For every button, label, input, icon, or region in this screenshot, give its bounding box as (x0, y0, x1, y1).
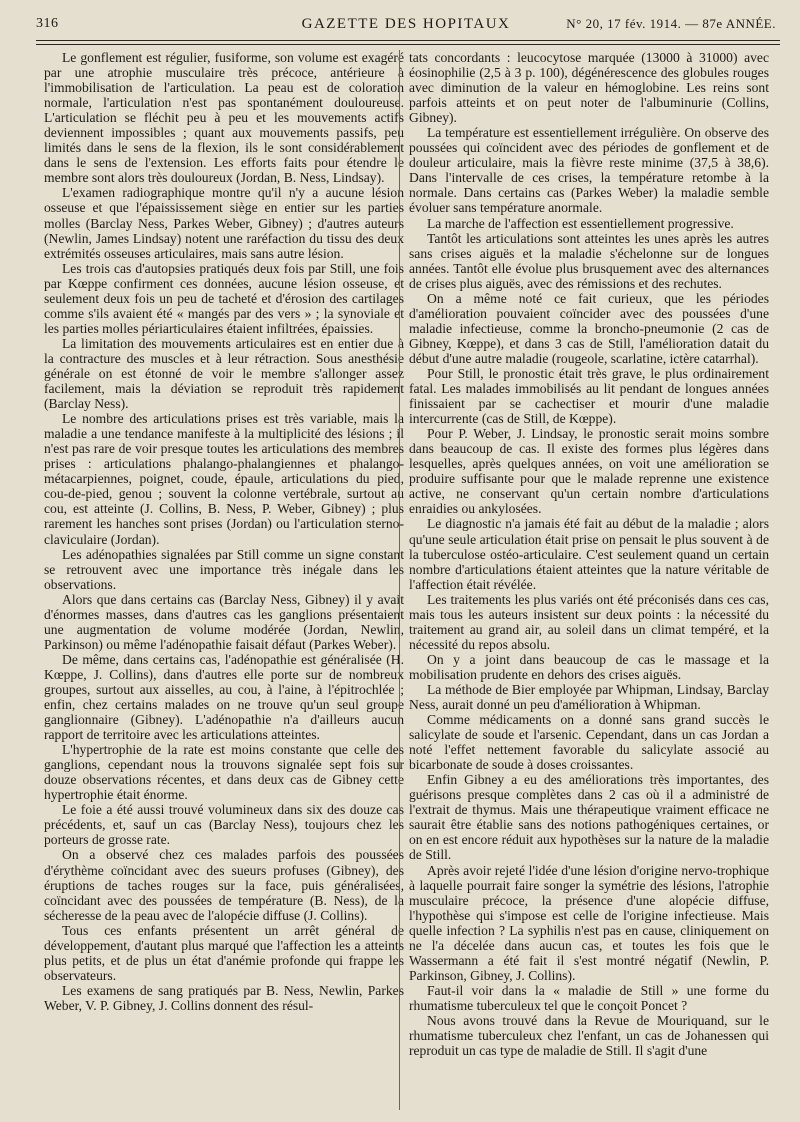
paragraph: Faut-il voir dans la « maladie de Still » une forme du rhumatisme tuberculeux tel que le conçoit Poncet ? (409, 982, 769, 1013)
journal-title: GAZETTE DES HOPITAUX (301, 16, 511, 32)
paragraph: La température est essentiellement irrégulière. On observe des poussées qui coïncident avec des périodes de gonflement et de douleur articulaire, mais la fièvre reste minime (37,5 à 38,6). Dans l'intervalle de ces crises, la température retombe à la normale. Dans certains cas (Parkes Weber) la maladie semble évoluer sans température anormale. (409, 125, 769, 216)
paragraph: Comme médicaments on a donné sans grand succès le salicylate de soude et l'arsenic. Cependant, dans un cas Jordan a noté l'effet nettement favorable du salicylate associé au bicarbonate de soude à doses croissantes. (409, 712, 769, 773)
paragraph: Les trois cas d'autopsies pratiqués deux fois par Still, une fois par Kœppe confirment ces données, aucune lésion osseuse, et seulement deux fois un peu de tacheté et d'érosion des cartilages comme s'ils avaient été « mangés par des vers » ; la synoviale et les parties molles périarticulaires étaient infiltrées, épaissies. (44, 260, 404, 336)
paragraph: Tantôt les articulations sont atteintes les unes après les autres sans crises aiguës et la maladie s'échelonne sur de longues années. Tantôt elle évolue plus brusquement avec des alternances de crises plus aiguës, avec des rémissions et des rechutes. (409, 230, 769, 291)
paragraph: La limitation des mouvements articulaires est en entier due à la contracture des muscles et à leur rétraction. Sous anesthésie générale on est étonné de voir le membre s'allonger assez facilement, mais la déviation se reproduit très rapidement (Barclay Ness). (44, 335, 404, 412)
paragraph: On a même noté ce fait curieux, que les périodes d'amélioration pouvaient coïncider avec des poussées d'une maladie infectieuse, comme la broncho-pneumonie (2 cas de Gibney, Kœppe), et dans 3 cas de Still, l'amélioration datait du début d'une autre maladie (rougeole, scarlatine, ictère catarrhal). (409, 290, 769, 366)
right-column (409, 50, 769, 1112)
paragraph: La méthode de Bier employée par Whipman, Lindsay, Barclay Ness, aurait donné un peu d'amélioration à Whipman. (409, 681, 769, 713)
page-number: 316 (36, 16, 59, 31)
paragraph: De même, dans certains cas, l'adénopathie est généralisée (H. Kœppe, J. Collins), dans d'autres elle porte sur de nombreux groupes, surtout aux aisselles, au cou, à l'aine, à l'épitrochlée ; enfin, chez certains malades on ne trouve qu'un seul groupe ganglionnaire (Gibney). L'adénopathie n'a d'ailleurs aucun rapport de territoire avec les articulations atteintes. (44, 651, 404, 743)
paragraph: Les adénopathies signalées par Still comme un signe constant se retrouvent avec une importance très inégale dans les observations. (44, 546, 404, 592)
paragraph: Les traitements les plus variés ont été préconisés dans ces cas, mais tous les auteurs insistent sur deux points : la nécessité du traitement au grand air, au soleil dans un climat tempéré, et la nécessité du repos absolu. (409, 591, 769, 652)
paragraph: Enfin Gibney a eu des améliorations très importantes, des guérisons presque complètes dans 2 cas où il a administré de l'extrait de thymus. Mais une thérapeutique vraiment efficace ne saurait être établie sans des notions pathogéniques certaines, or on en est encore réduit aux hypothèses sur la nature de la maladie de Still. (409, 772, 769, 863)
paragraph: Le foie a été aussi trouvé volumineux dans six des douze cas précédents, et, sauf un cas (Barclay Ness), toujours chez les porteurs de grosse rate. (44, 802, 404, 848)
paragraph: On y a joint dans beaucoup de cas le massage et la mobilisation prudente en dehors des crises aiguës. (409, 651, 769, 682)
left-column (44, 50, 404, 1112)
paragraph: La marche de l'affection est essentiellement progressive. (427, 215, 734, 231)
paragraph: L'examen radiographique montre qu'il n'y a aucune lésion osseuse et que l'épaississement siège en entier sur les parties molles (Barclay Ness, Parkes Weber, Gibney) ; d'autres auteurs (Newlin, James Lindsay) notent une raréfaction du tissu des deux extrémités osseuses articulaires, mais sans autre lésion. (44, 185, 404, 261)
paragraph: Les examens de sang pratiqués par B. Ness, Newlin, Parkes Weber, V. P. Gibney, J. Collins donnent des résul- (44, 982, 404, 1013)
paragraph: Pour P. Weber, J. Lindsay, le pronostic serait moins sombre dans beaucoup de cas. Il existe des formes plus légères dans lesquelles, après quelques années, on voit une amélioration se produire suffisante pour que le malade reprenne une existence active, ne conservant qu'un certain nombre d'articulations enraidies ou ankylosées. (409, 426, 769, 517)
page-header (36, 16, 776, 38)
header-rule (36, 40, 780, 41)
paragraph: On a observé chez ces malades parfois des poussées d'érythème coïncidant avec des sueurs profuses (Gibney), des éruptions de taches rouges sur la face, puis généralisées, coïncidant avec des poussées de température (B. Ness), de la sécheresse de la peau avec de l'alopécie diffuse (J. Collins). (44, 847, 404, 923)
paragraph: Pour Still, le pronostic était très grave, le plus ordinairement fatal. Les malades immobilisés au lit pendant de longues années finissaient par se cachectiser et mourir d'une maladie intercurrente (cas de Still, de Kœppe). (409, 365, 769, 427)
paragraph-continued: tats concordants : leucocytose marquée (13000 à 31000) avec éosinophilie (2,5 à 3 p. 100), dégénérescence des globules rouges avec diminution de la valeur en hémoglobine. Les reins sont parfois atteints et on peut noter de l'albuminurie (Collins, Gibney). (409, 50, 769, 126)
paragraph: Tous ces enfants présentent un arrêt général de développement, d'autant plus marqué que l'affection les a atteints plus petits, et de plus un état d'anémie profonde qui frappe les observateurs. (44, 922, 404, 983)
header-rule-double (36, 44, 780, 45)
paragraph: Nous avons trouvé dans la Revue de Mouriquand, sur le rhumatisme tuberculeux chez l'enfant, un cas de Johanessen qui reproduit un cas type de maladie de Still. Il s'agit d'une (409, 1013, 769, 1059)
paragraph: Le diagnostic n'a jamais été fait au début de la maladie ; alors qu'une seule articulation était prise on pensait le plus souvent à de la tuberculose ostéo-articulaire. C'est seulement quand un certain nombre d'articulations étaient atteintes que la nature véritable de l'affection était révélée. (409, 516, 769, 592)
column-divider (399, 50, 400, 1110)
issue-info: N° 20, 17 fév. 1914. — 87e ANNÉE. (566, 16, 776, 31)
paragraph: Alors que dans certains cas (Barclay Ness, Gibney) il y avait d'énormes masses, dans d'autres cas les ganglions présentaient une augmentation de volume modérée (Jordan, Newlin, Parkinson) ou même l'adénopathie faisait défaut (Parkes Weber). (44, 591, 404, 652)
paragraph: Après avoir rejeté l'idée d'une lésion d'origine nervo-trophique à laquelle pourrait faire songer la symétrie des lésions, l'atrophie musculaire précoce, la présence d'une alopécie diffuse, l'hypothèse qui s'impose est celle de l'origine infectieuse. Mais quelle infection ? La syphilis n'est pas en cause, cliniquement on ne l'a décelée dans aucun cas, et toutes les fois que le Wassermann a été fait il s'est montré négatif (Newlin, P. Parkinson, Gibney, J. Collins). (409, 862, 769, 983)
paragraph: Le gonflement est régulier, fusiforme, son volume est exagéré par une atrophie musculaire très précoce, antérieure à l'immobilisation de l'articulation. La peau est de coloration normale, l'articulation n'est pas spontanément douloureuse. L'articulation se fléchit peu à peu et les mouvements actifs deviennent impossibles ; quant aux mouvements passifs, peu limités dans le sens de la flexion, ils le sont considérablement dans le sens de l'extension. Les efforts faits pour étendre le membre sont alors très douloureux (Jordan, B. Ness, Lindsay). (44, 50, 404, 186)
paragraph: Le nombre des articulations prises est très variable, mais la maladie a une tendance manifeste à la multiplicité des lésions ; il n'est pas rare de voir presque toutes les articulations des membres prises : articulations phalango-phalangiennes et phalango-métacarpiennes, poignet, coude, épaule, articulations du pied, cou-de-pied, genou ; souvent la colonne vertébrale, surtout au cou, est atteinte (J. Collins, B. Ness, P. Weber, Gibney) ; plus rarement les hanches sont prises (Jordan) ou l'articulation sterno-claviculaire (Jordan). (44, 411, 404, 547)
paragraph: L'hypertrophie de la rate est moins constante que celle des ganglions, cependant nous la trouvons signalée sept fois sur douze observations récentes, et dans deux cas de Gibney cette hypertrophie était énorme. (44, 742, 404, 803)
